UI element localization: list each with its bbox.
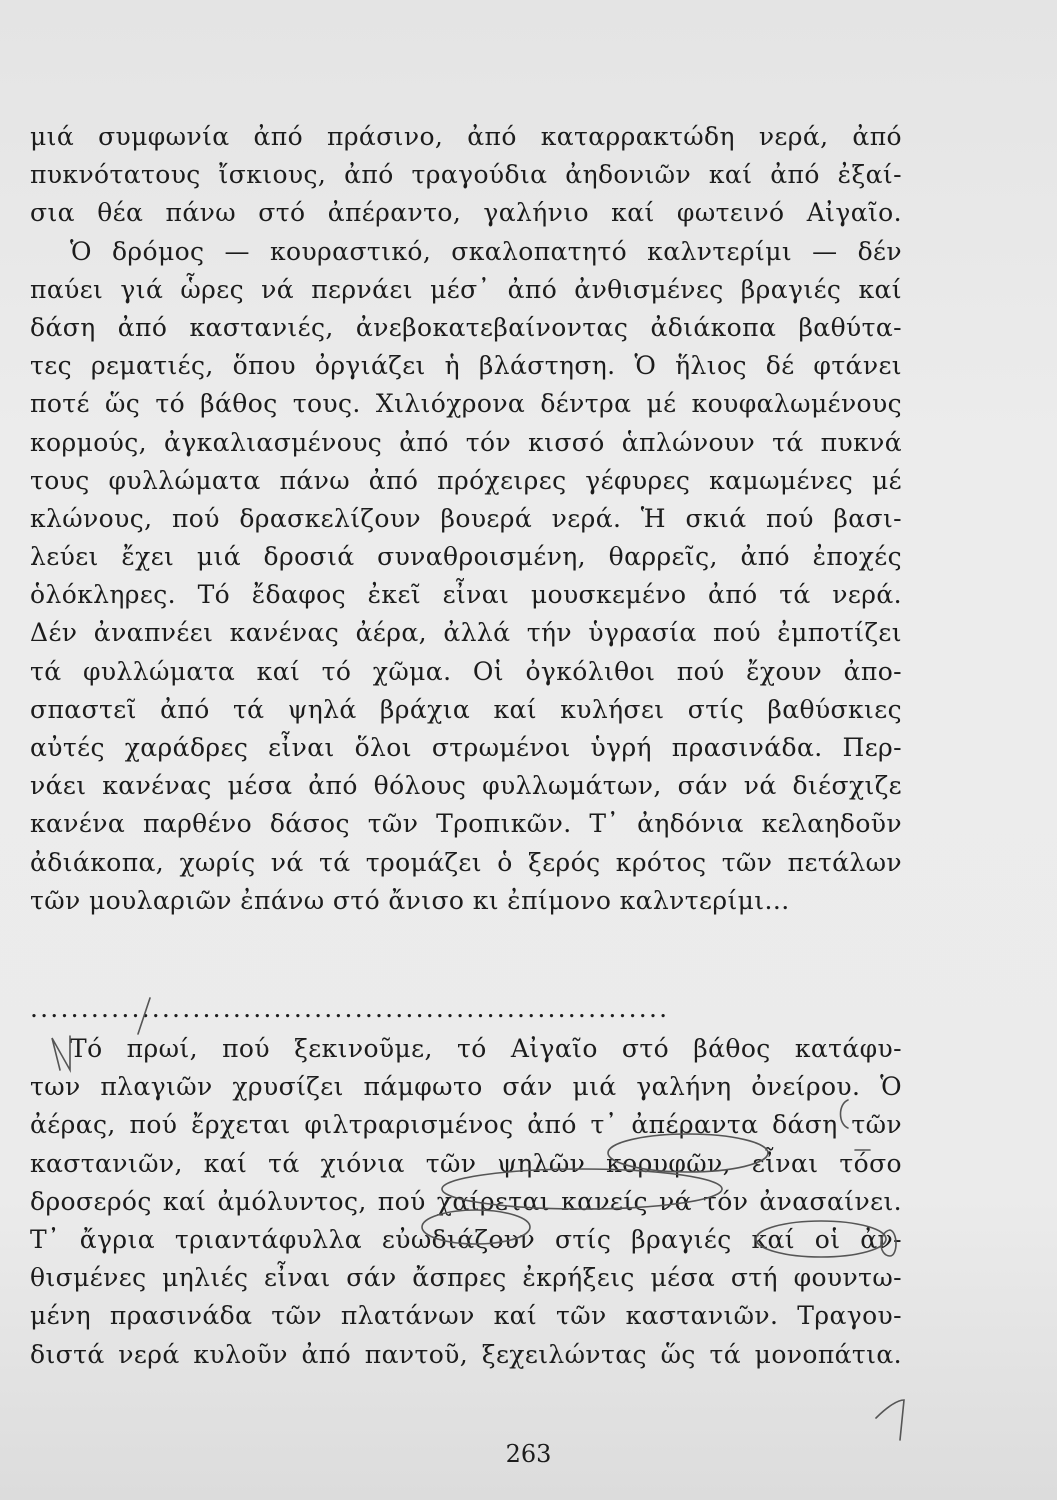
text-line: κορμούς, ἀγκαλιασμένους ἀπό τόν κισσό ἁπλώνουν τά πυκνά [30,427,902,457]
text-line: τῶν μουλαριῶν ἐπάνω στό ἄνισο κι ἐπίμονο καλντερίμι... [30,885,790,915]
text-line: μιά συμφωνία ἀπό πράσινο, ἀπό καταρρακτώδη νερά, ἀπό [30,122,902,151]
page-number: 263 [505,1440,552,1468]
margin-mark [876,1400,904,1440]
text-line: παύει γιά ὧρες νά περνάει μέσ᾽ ἀπό ἀνθισμένες βραγιές καί [30,274,902,304]
text-line: θισμένες μηλιές εἶναι σάν ἄσπρες ἐκρήξεις μέσα στή φουντω- [30,1263,902,1293]
dotted-separator: ............................................................... [30,994,670,1023]
text-line: αὐτές χαράδρες εἶναι ὅλοι στρωμένοι ὑγρή πρασινάδα. Περ- [30,733,902,762]
text-line: των πλαγιῶν χρυσίζει πάμφωτο σάν μιά γαλήνη ὀνείρου. Ὁ [30,1072,902,1102]
text-line: νάει κανένας μέσα ἀπό θόλους φυλλωμάτων, σάν νά διέσχιζε [30,771,902,801]
text-line: δάση ἀπό καστανιές, ἀνεβοκατεβαίνοντας ἀδιάκοπα βαθύτα- [30,312,902,342]
text-line: καστανιῶν, καί τά χιόνια τῶν ψηλῶν κορυφῶν, εἶναι τόσο [30,1148,902,1178]
text-line: σια θέα πάνω στό ἀπέραντο, γαλήνιο καί φωτεινό Αἰγαῖο. [30,198,902,228]
text-line: μένη πρασινάδα τῶν πλατάνων καί τῶν καστανιῶν. Τραγου- [30,1301,902,1331]
main-text-block [30,118,902,920]
text-line: ποτέ ὥς τό βάθος τους. Χιλιόχρονα δέντρα μέ κουφαλωμένους [30,389,902,419]
text-line: τά φυλλώματα καί τό χῶμα. Οἱ ὀγκόλιθοι πού ἔχουν ἀπο- [30,656,902,686]
text-line: δροσερός καί ἀμόλυντος, πού χαίρεται κανείς νά τόν ἀνασαίνει. [30,1186,902,1216]
closing-paragraph [30,1030,902,1374]
text-line: τες ρεματιές, ὅπου ὀργιάζει ἡ βλάστηση. Ὁ ἥλιος δέ φτάνει [30,351,902,381]
text-line: κανένα παρθένο δάσος τῶν Τροπικῶν. Τ᾽ ἀηδόνια κελαηδοῦν [30,809,902,839]
text-line: λεύει ἔχει μιά δροσιά συναθροισμένη, θαρρεῖς, ἀπό ἐποχές [30,542,902,572]
text-line: σπαστεῖ ἀπό τά ψηλά βράχια καί κυλήσει στίς βαθύσκιες [30,694,902,724]
text-line: ἀδιάκοπα, χωρίς νά τά τρομάζει ὁ ξερός κρότος τῶν πετάλων [30,847,902,877]
text-line: ὁλόκληρες. Τό ἔδαφος ἐκεῖ εἶναι μουσκεμένο ἀπό τά νερά. [30,580,902,610]
text-line: Δέν ἀναπνέει κανένας ἀέρα, ἀλλά τήν ὑγρασία πού ἐμποτίζει [30,618,902,648]
text-line: Τ᾽ ἄγρια τριαντάφυλλα εὐωδιάζουν στίς βραγιές καί οἱ ἀν- [30,1224,902,1254]
text-line: ἀέρας, πού ἔρχεται φιλτραρισμένος ἀπό τ᾽ ἀπέραντα δάση τῶν [30,1110,902,1140]
text-line: πυκνότατους ἴσκιους, ἀπό τραγούδια ἀηδονιῶν καί ἀπό ἐξαί- [30,160,902,190]
text-line: τους φυλλώματα πάνω ἀπό πρόχειρες γέφυρες καμωμένες μέ [30,465,902,495]
text-line: διστά νερά κυλοῦν ἀπό παντοῦ, ξεχειλώντας ὥς τά μονοπάτια. [30,1339,902,1369]
text-line: κλώνους, πού δρασκελίζουν βουερά νερά. Ἡ σκιά πού βασι- [30,503,902,533]
text-line: Ὁ δρόμος — κουραστικό, σκαλοπατητό καλντερίμι — δέν [70,236,902,266]
text-line: Τό πρωί, πού ξεκινοῦμε, τό Αἰγαῖο στό βάθος κατάφυ- [70,1034,902,1063]
